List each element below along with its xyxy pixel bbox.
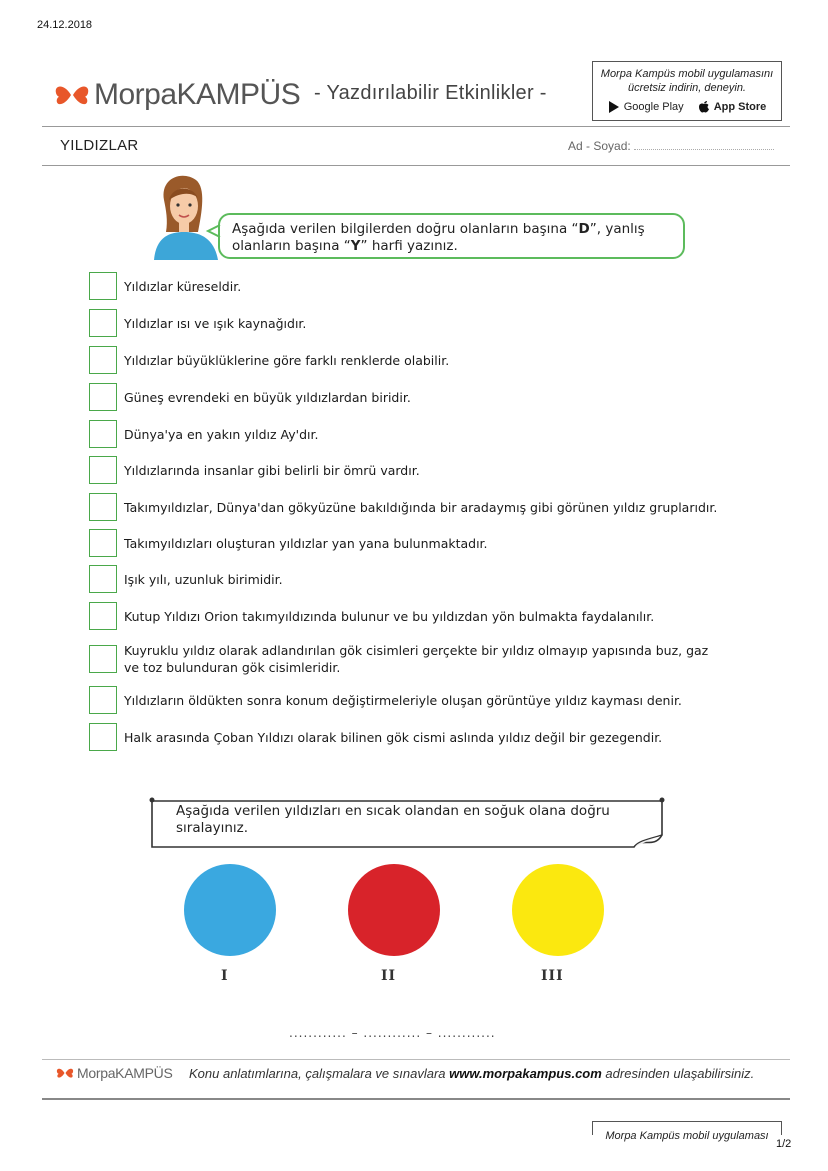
list-item	[89, 493, 769, 521]
list-item	[89, 723, 769, 751]
answer-box[interactable]	[89, 602, 117, 630]
footer-text-after: adresinden ulaşabilirsiniz.	[601, 1066, 755, 1081]
morpa-logo	[54, 78, 300, 112]
page-number: 1/2	[776, 1138, 792, 1150]
title-divider	[42, 165, 790, 166]
statement-text: Kuyruklu yıldız olarak adlandırılan gök cisimleri gerçekte bir yıldız olmayıp yapısında buz, gaz ve toz bulunduran gök cisimleridir.	[124, 643, 709, 675]
list-item	[89, 529, 769, 557]
answer-box[interactable]	[89, 645, 117, 673]
instruction-d: D	[578, 221, 590, 237]
instruction-text-2: ”, yanlış olanların başına “	[232, 221, 645, 254]
answer-box[interactable]	[89, 686, 117, 714]
statement-text: Halk arasında Çoban Yıldızı olarak bilinen gök cismi aslında yıldız değil bir gezegendir.	[124, 729, 663, 745]
page-title: YILDIZLAR	[60, 137, 139, 154]
answer-box[interactable]	[89, 309, 117, 337]
statement-text: Güneş evrendeki en büyük yıldızlardan biridir.	[124, 389, 411, 405]
app-store-label: App Store	[713, 100, 767, 113]
answer-box[interactable]	[89, 383, 117, 411]
apple-icon	[698, 100, 710, 113]
statement-text: Yıldızlar ısı ve ışık kaynağıdır.	[124, 315, 307, 331]
ordering-answer-line[interactable]: ............ – ............ – ............	[289, 1026, 496, 1040]
blue-star-circle	[184, 864, 276, 956]
statement-text: Yıldızlar küreseldir.	[124, 278, 242, 294]
answer-box[interactable]	[89, 565, 117, 593]
footer-bottom-divider	[42, 1098, 790, 1100]
list-item	[89, 565, 769, 593]
answer-box[interactable]	[89, 456, 117, 484]
list-item	[89, 309, 769, 337]
promo-line-2: ücretsiz indirin, deneyin.	[627, 82, 746, 94]
next-page-promo-box	[592, 1121, 782, 1142]
butterfly-logo-icon	[56, 1066, 74, 1080]
answer-box[interactable]	[89, 272, 117, 300]
list-item	[89, 420, 769, 448]
answer-box[interactable]	[89, 493, 117, 521]
answer-box[interactable]	[89, 723, 117, 751]
star-label-3: III	[541, 968, 564, 984]
google-play-label: Google Play	[623, 100, 684, 113]
star-label-2: II	[381, 968, 397, 984]
logo-text: MorpaKAMPÜS	[94, 78, 301, 111]
instruction-text-1: Aşağıda verilen bilgilerden doğru olanların başına “	[232, 221, 579, 237]
name-label: Ad - Soyad:	[568, 139, 631, 153]
red-star-circle	[348, 864, 440, 956]
title-row	[42, 127, 790, 165]
statement-text: Dünya'ya en yakın yıldız Ay'dır.	[124, 426, 319, 442]
butterfly-logo-icon	[54, 81, 90, 109]
footer-url-link[interactable]: www.morpakampus.com	[449, 1066, 602, 1081]
header	[42, 58, 790, 124]
list-item	[89, 346, 769, 374]
answer-box[interactable]	[89, 346, 117, 374]
answer-box[interactable]	[89, 420, 117, 448]
statement-text: Kutup Yıldızı Orion takımyıldızında bulunur ve bu yıldızdan yön bulmakta faydalanılır.	[124, 608, 655, 624]
footer	[42, 1060, 790, 1098]
statement-text: Işık yılı, uzunluk birimidir.	[124, 571, 283, 587]
statement-text: Yıldızlar büyüklüklerine göre farklı renklerde olabilir.	[124, 352, 450, 368]
answer-box[interactable]	[89, 529, 117, 557]
footer-text-before: Konu anlatımlarına, çalışmalara ve sınavlara	[189, 1066, 450, 1081]
list-item	[89, 642, 769, 676]
app-promo-box[interactable]	[592, 61, 782, 121]
ordering-instruction-banner	[150, 797, 666, 851]
footer-logo-text: MorpaKAMPÜS	[77, 1065, 173, 1081]
instruction-y: Y	[350, 238, 361, 254]
statement-text: Takımyıldızları oluşturan yıldızlar yan yana bulunmaktadır.	[124, 535, 488, 551]
print-date: 24.12.2018	[37, 19, 93, 31]
instruction-text-3: ” harfi yazınız.	[360, 238, 458, 254]
instruction-bubble	[218, 213, 685, 259]
list-item	[89, 383, 769, 411]
footer-text	[189, 1066, 754, 1081]
statement-text: Takımyıldızlar, Dünya'dan gökyüzüne bakıldığında bir aradaymış gibi görünen yıldız gruplarıdır.	[124, 499, 718, 515]
next-page-promo-text: Morpa Kampüs mobil uygulaması	[605, 1130, 769, 1142]
app-store-link[interactable]	[698, 100, 767, 113]
teacher-avatar-icon	[152, 172, 220, 260]
name-field[interactable]	[634, 149, 774, 150]
yellow-star-circle	[512, 864, 604, 956]
star-label-1: I	[221, 968, 229, 984]
ordering-instruction: Aşağıda verilen yıldızları en sıcak olandan en soğuk olana doğru sıralayınız.	[176, 803, 610, 836]
google-play-link[interactable]	[608, 100, 684, 113]
statement-text: Yıldızların öldükten sonra konum değiştirmeleriyle oluşan görüntüye yıldız kayması denir.	[124, 692, 682, 708]
promo-line-1: Morpa Kampüs mobil uygulamasını	[600, 68, 774, 80]
list-item	[89, 602, 769, 630]
tagline: - Yazdırılabilir Etkinlikler -	[314, 82, 547, 104]
list-item	[89, 272, 769, 300]
statement-text: Yıldızlarında insanlar gibi belirli bir ömrü vardır.	[124, 462, 420, 478]
play-triangle-icon	[608, 101, 620, 113]
list-item	[89, 686, 769, 714]
star-options	[0, 860, 828, 984]
footer-logo	[56, 1065, 173, 1081]
list-item	[89, 456, 769, 484]
